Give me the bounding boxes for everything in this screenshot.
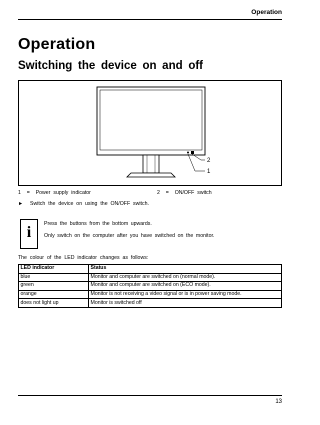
table-row [19, 273, 282, 282]
led-color-cell: does not light up [19, 299, 89, 308]
table-row [19, 299, 282, 308]
page-number: 13 [275, 399, 282, 405]
status-cell: Monitor is not receiving a video signal or is in power saving mode. [89, 290, 282, 299]
instruction-step [18, 201, 149, 207]
section-heading: Switching the device on and off [18, 60, 204, 72]
status-cell: Monitor is switched off [89, 299, 282, 308]
on-off-switch-icon [191, 151, 194, 154]
monitor-stand-neck [143, 155, 159, 173]
table-row [19, 290, 282, 299]
status-cell: Monitor and computer are switched on (normal mode). [89, 273, 282, 282]
legend-item-1: 1 = Power supply indicator [18, 190, 91, 196]
info-icon: i [26, 224, 32, 241]
callout-label-2: 2 [207, 158, 211, 164]
callout-line-1 [188, 154, 195, 171]
led-status-table [18, 264, 282, 308]
led-color-cell: blue [19, 273, 89, 282]
footer-divider [18, 395, 282, 396]
led-color-cell: green [19, 282, 89, 291]
table-row [19, 282, 282, 291]
column-header: Status [89, 265, 282, 274]
monitor-base [127, 173, 175, 177]
note-line-2: Only switch on the computer after you have switched on the monitor. [44, 233, 215, 239]
monitor-illustration [19, 81, 283, 187]
column-header: LED indicator [19, 265, 89, 274]
table-intro: The colour of the LED indicator changes as follows: [18, 255, 149, 261]
monitor-figure [18, 80, 282, 186]
page-title: Operation [18, 36, 96, 53]
header-divider [18, 19, 282, 20]
step-text: Switch the device on using the ON/OFF switch. [30, 201, 149, 207]
monitor-screen [97, 87, 205, 155]
step-arrow-icon: ► [18, 201, 24, 207]
led-color-cell: orange [19, 290, 89, 299]
legend-item-2: 2 = ON/OFF switch [157, 190, 212, 196]
note-line-1: Press the buttons from the bottom upwards. [44, 221, 152, 227]
info-icon-box [20, 219, 38, 249]
table-header-row [19, 265, 282, 274]
running-header: Operation [251, 9, 282, 16]
power-indicator-icon [187, 152, 189, 154]
status-cell: Monitor and computer are switched on (ECO mode). [89, 282, 282, 291]
callout-label-1: 1 [207, 169, 211, 175]
